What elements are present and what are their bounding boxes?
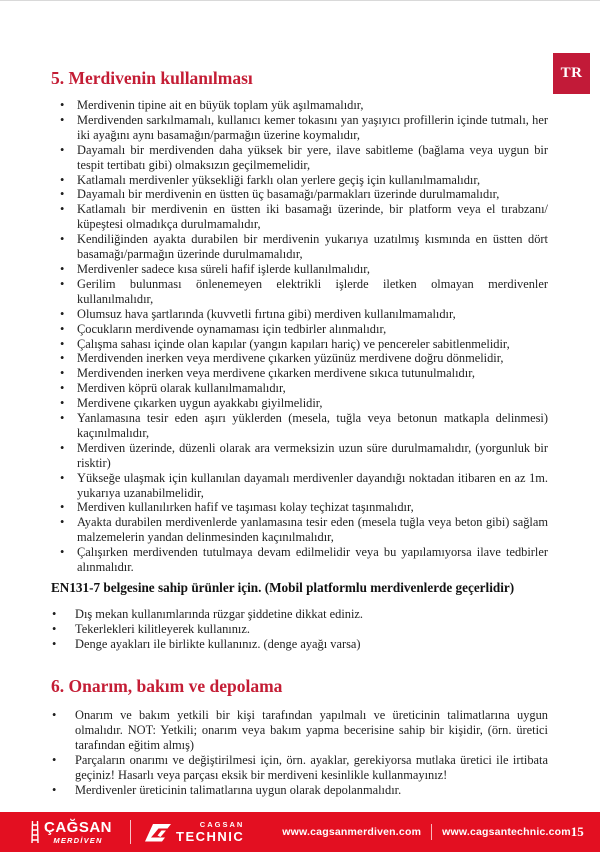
list-item-text: Onarım ve bakım yetkili bir kişi tarafından yapılmalı ve üreticinin talimatlarına uygun olmalıdır. NOT: Yetkili; onarım veya bakım yapma becerisine sahip bir kişidir, (örn. üretici tarafından eğitim almış) — [75, 708, 548, 752]
language-tab-label: TR — [560, 65, 583, 81]
list-item-text: Merdiven köprü olarak kullanılmamalıdır, — [77, 381, 286, 396]
list-item — [51, 500, 548, 515]
list-item-text: Denge ayakları ile birlikte kullanınız. (denge ayağı varsa) — [75, 637, 361, 651]
brand-name-bottom: TECHNIC — [176, 828, 245, 844]
list-item-text: Merdivenler sadece kısa süreli hafif işlerde kullanılmalıdır, — [77, 261, 370, 276]
list-item-text: Dayamalı bir merdivenin en üstten üç basamağı/parmakları üzerinde durulmamalıdır, — [77, 187, 500, 202]
list-item-text: Katlamalı bir merdivenin en üstten iki basamağı üzerinde, bir platform veya el tırabzanı/ küpeştesi olmadıkça durulmamalıdır, — [77, 202, 548, 232]
list-item — [51, 143, 548, 173]
list-item-text: Yanlamasına tesir eden aşırı yüklerden (mesela, tuğla veya betonun matkapla delinmesi) kaçınılmalıdır, — [77, 411, 548, 440]
list-item-text: Merdivenler üreticinin talimatlarına uygun olarak depolanmalıdır. — [75, 783, 402, 797]
list-item — [51, 381, 548, 396]
section-6-bullet-list — [51, 708, 548, 798]
list-item-text: Çalışırken merdivenden tutulmaya devam edilmelidir veya bu yapılamıyorsa ilave tedbirler alınmalıdır. — [77, 545, 548, 575]
ladder-icon — [30, 820, 40, 844]
list-item — [51, 783, 548, 798]
list-item — [51, 545, 548, 575]
list-item — [51, 337, 548, 352]
list-item-text: Dış mekan kullanımlarında rüzgar şiddetine dikkat ediniz. — [75, 607, 363, 621]
list-item-text: Yükseğe ulaşmak için kullanılan dayamalı merdivenler dayandığı noktadan itibaren en az 1m. yukarıya uzanabilmelidir, — [77, 470, 548, 500]
list-item — [51, 113, 548, 143]
list-item — [51, 441, 548, 471]
en131-bullet-list — [51, 607, 548, 652]
list-item — [51, 202, 548, 232]
page-number: 15 — [570, 824, 584, 839]
list-item-text: Merdivenin tipine ait en büyük toplam yük aşılmamalıdır, — [77, 98, 364, 112]
list-item-text: Merdiven üzerinde, düzenli olarak ara vermeksizin uzun süre durulmamalıdır, (yorgunluk bir risktir) — [77, 440, 548, 470]
list-item-text: Olumsuz hava şartlarında (kuvvetli fırtına gibi) merdiven kullanılmamalıdır, — [77, 306, 456, 321]
list-item-text: Merdivenden inerken veya merdivene çıkarken yüzünüz merdivene doğru dönmelidir, — [77, 351, 504, 366]
footer-url-divider — [431, 824, 432, 840]
section-6-title: 6. Onarım, bakım ve depolama — [51, 676, 283, 696]
list-item — [51, 98, 548, 113]
technic-website-url: www.cagsantechnic.com — [442, 826, 571, 838]
en131-heading: EN131-7 belgesine sahip ürünler için. (Mobil platformlu merdivenlerde geçerlidir) — [51, 580, 515, 595]
list-item — [51, 232, 548, 262]
cagsan-merdiven-wordmark — [44, 820, 112, 845]
list-item-text: Ayakta durabilen merdivenlerde yanlamasına tesir eden (mesela tuğla veya beton gibi) sağlam malzemelerin yandan delinmesinden kaçınılmalıdır, — [77, 515, 548, 545]
cagsan-technic-wordmark — [176, 821, 244, 843]
merdiven-website-url: www.cagsanmerdiven.com — [282, 826, 422, 838]
brand-subtitle: MERDİVEN — [53, 835, 103, 845]
list-item-text: Merdivene çıkarken uygun ayakkabı giyilmelidir, — [77, 396, 323, 411]
list-item — [51, 366, 548, 381]
list-item-text: Merdivenden inerken veya merdivene çıkarken merdivene sıkıca tutunulmalıdır, — [77, 366, 475, 381]
list-item — [51, 411, 548, 441]
language-tab — [553, 53, 590, 94]
footer-urls — [282, 824, 571, 840]
list-item-text: Kendiliğinden ayakta durabilen bir merdivenin yukarıya uzatılmış kısmında en üstten dört basamağı/parmağın üzerinde durulmamalıdır, — [77, 232, 548, 262]
list-item — [51, 277, 548, 307]
list-item — [51, 708, 548, 753]
list-item — [51, 173, 548, 188]
list-item — [51, 622, 548, 637]
list-item-text: Gerilim bulunması önlenemeyen elektrikli işlerde iletken olmayan merdivenler kullanılmalıdır, — [77, 276, 548, 306]
list-item — [51, 471, 548, 501]
list-item — [51, 753, 548, 783]
list-item — [51, 307, 548, 322]
list-item-text: Merdivenden sarkılmamalı, kullanıcı kemer tokasını yan yaşıyıcı profillerin içinde tutmalı, her iki ayağını aynı basamağın/parmağın üzerine koymalıdır, — [77, 112, 548, 142]
section-5-title: 5. Merdivenin kullanılması — [51, 68, 253, 88]
list-item-text: Parçaların onarımı ve değiştirilmesi için, örn. ayaklar, gerekiyorsa mutlaka üretici ile irtibata geçiniz! Hasarlı veya parçası eksik bir merdiveni kesinlikle kullanmayınız! — [75, 753, 548, 782]
list-item — [51, 637, 548, 652]
list-item — [51, 187, 548, 202]
list-item-text: Katlamalı merdivenler yüksekliği farklı olan yerlere geçiş için kullanılmamalıdır, — [77, 172, 481, 187]
list-item-text: Merdiven kullanılırken hafif ve taşıması kolay teçhizat taşınmalıdır, — [77, 500, 414, 515]
cagsan-merdiven-logo — [30, 820, 112, 845]
page-content — [51, 67, 548, 798]
list-item — [51, 515, 548, 545]
list-item — [51, 607, 548, 622]
list-item-text: Tekerlekleri kilitleyerek kullanınız. — [75, 622, 250, 636]
list-item — [51, 322, 548, 337]
technic-monogram-icon — [145, 822, 171, 842]
list-item — [51, 351, 548, 366]
footer-bar — [0, 812, 600, 852]
brand-name-top: CAGSAN — [199, 820, 245, 830]
list-item — [51, 262, 548, 277]
list-item-text: Çalışma sahası içinde olan kapılar (yangın kapıları hariç) ve pencereler sabitlenmelidir, — [77, 336, 510, 351]
list-item-text: Çocukların merdivende oynamaması için tedbirler alınmalıdır, — [77, 321, 387, 336]
brand-name: ÇAĞSAN — [44, 818, 113, 836]
list-item — [51, 396, 548, 411]
section-5-bullet-list — [51, 98, 548, 575]
list-item-text: Dayamalı bir merdivenden daha yüksek bir yere, ilave sabitleme (bağlama veya uygun bir tespit tertibatı gibi) olmaksızın geçilmemelidir, — [77, 142, 548, 172]
cagsan-technic-logo — [145, 821, 244, 843]
footer-logo-divider — [130, 820, 131, 844]
